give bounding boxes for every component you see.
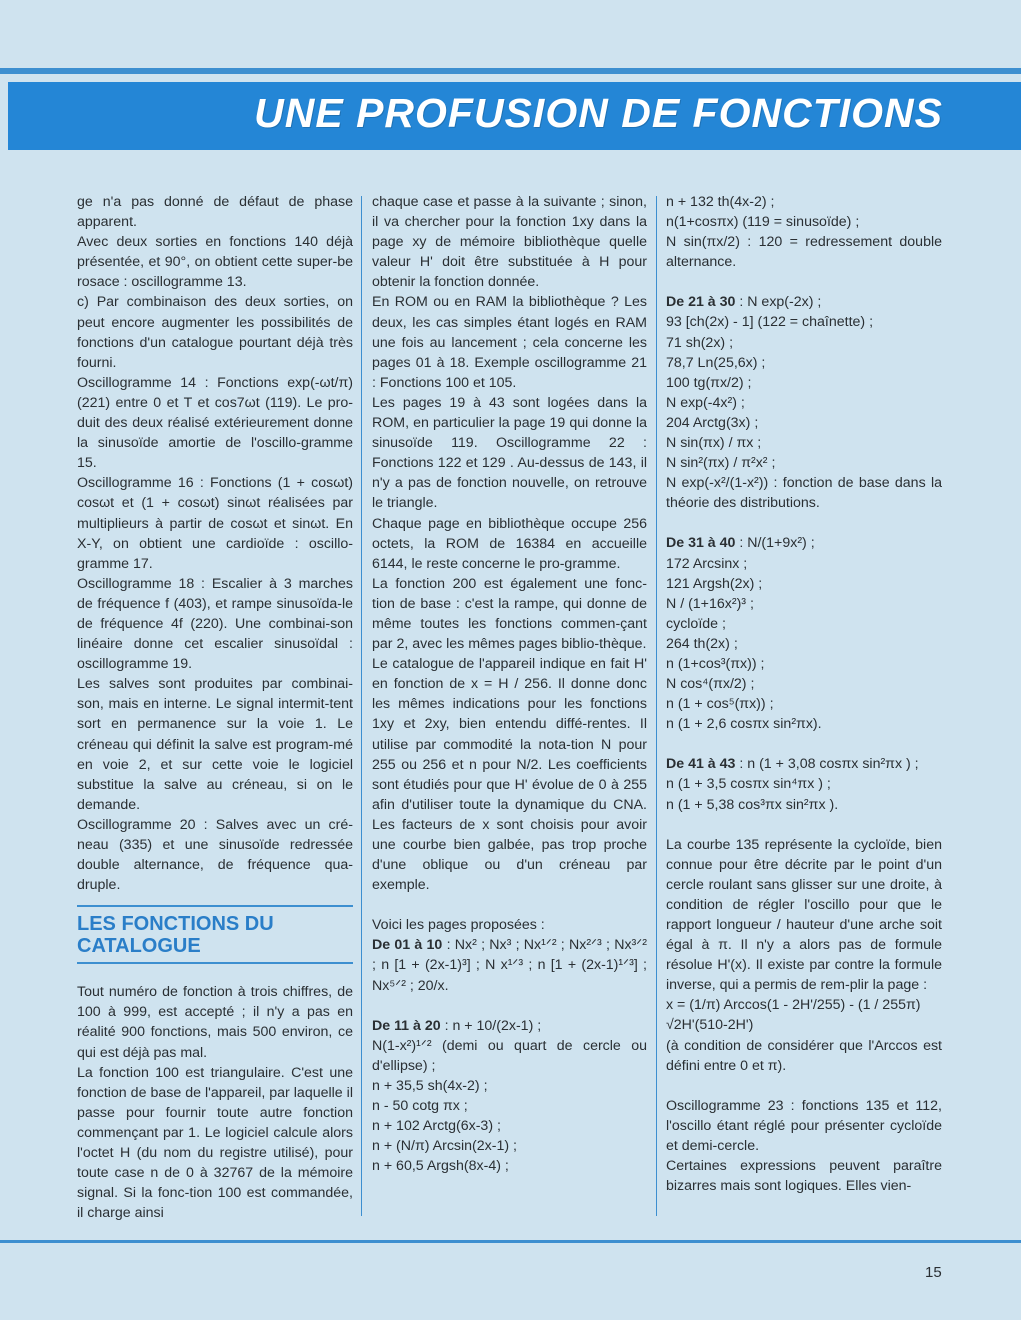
paragraph: Chaque page en bibliothèque occupe 256 octets, la ROM de 16384 en accueille 6144, le reste concerne le pro-gramme.	[372, 515, 647, 572]
function-line: n (1 + 5,38 cos³πx sin²πx ).	[666, 796, 839, 813]
function-line: n (1 + 3,5 cosπx sin⁴πx ) ;	[666, 776, 831, 793]
spacer	[666, 1076, 942, 1096]
function-list-text: : n (1 + 3,08 cosπx sin²πx ) ;	[735, 756, 919, 773]
function-line: 93 [ch(2x) - 1] (122 = chaînette) ;	[666, 314, 874, 331]
spacer	[666, 272, 942, 292]
formula: x = (1/π) Arccos(1 - 2H'/255) - (1 / 255π)	[666, 997, 921, 1014]
section-title-line: LES FONCTIONS DU	[77, 913, 274, 936]
section-title-line: CATALOGUE	[77, 935, 201, 958]
function-line: 204 Arctg(3x) ;	[666, 414, 759, 431]
function-list-text: : Nx² ; Nx³ ; Nx¹ᐟ² ; Nx²ᐟ³ ; Nx³ᐟ² ; n [1 + (2x-1)³] ; N x¹ᐟ³ ; n [1 + (2x-1)¹ᐟ³] ; Nx⁵ᐟ² ; 20/x.	[372, 937, 647, 994]
function-line: N(1-x²)¹ᐟ² (demi ou quart de cercle ou d'ellipse) ;	[372, 1037, 647, 1074]
spacer	[372, 996, 647, 1016]
function-line: 78,7 Ln(25,6x) ;	[666, 354, 766, 371]
page-title: UNE PROFUSION DE FONCTIONS	[254, 90, 943, 136]
page-number: 15	[925, 1264, 942, 1281]
function-line: N sin(πx) / πx ;	[666, 435, 762, 452]
function-line: N exp(-x²/(1-x²)) : fonction de base dans la théorie des distributions.	[666, 475, 942, 512]
paragraph: En ROM ou en RAM la bibliothèque ? Les deux, les cas simples étant logés en RAM une fois au lancement ; cela concerne les pages 01 à 18. Exemple oscillogramme 21 : Fonctions 100 et 105.	[372, 294, 647, 391]
function-list-entry	[372, 935, 647, 995]
function-list-entry	[372, 1016, 647, 1036]
function-line: n + 35,5 sh(4x-2) ;	[372, 1077, 488, 1094]
function-list-entry	[666, 292, 942, 312]
bottom-rule	[0, 1240, 1021, 1243]
paragraph: Voici les pages proposées :	[372, 917, 545, 934]
function-list-entry	[666, 533, 942, 553]
paragraph: Certaines expressions peuvent paraître bizarres mais sont logiques. Elles vien-	[666, 1158, 942, 1195]
paragraph: chaque case et passe à la suivante ; sinon, il va chercher pour la fonction 1xy dans la page xy de mémoire bibliothèque quelle valeur H' doit être substituée à H pour obtenir la fonction donnée.	[372, 194, 647, 291]
function-line: n (1+cos³(πx)) ;	[666, 655, 765, 672]
function-line: n + 102 Arctg(6x-3) ;	[372, 1118, 501, 1135]
function-line: n - 50 cotg πx ;	[372, 1098, 468, 1115]
function-line: n + 60,5 Argsh(8x-4) ;	[372, 1158, 509, 1175]
paragraph: Oscillogramme 14 : Fonctions exp(-ωt/π) (221) entre 0 et T et cos7ωt (119). Le pro-duit des deux réalisé extérieurement donne la sinusoïde amortie de l'oscillo-gramme 15.	[77, 374, 353, 472]
function-line: 264 th(2x) ;	[666, 635, 738, 652]
paragraph: Oscillogramme 16 : Fonctions (1 + cosωt) cosωt et (1 + cosωt) sinωt réalisées par multiplieurs à partir de cosωt et sinωt. En X-Y, on obtient une cardioïde : oscillo-gramme 17.	[77, 475, 353, 572]
paragraph: Le catalogue de l'appareil indique en fait H' en fonction de x = H / 256. Il donne donc les mêmes indications pour les fonctions 1xy et 2xy, bien entendu diffé-rentes. Il utilise par commodité la nota-tion N pour 255 ou 256 et n pour N/2. Les coefficients sont étudiés pour que H' évolue de 0 à 255 afin d'utiliser toute la dynamique du CNA. Les facteurs de x sont choisis pour avoir une courbe bien galbée, pas trop proche d'une oblique ou d'un créneau par exemple.	[372, 656, 647, 894]
top-rule	[0, 68, 1021, 74]
column-divider	[656, 196, 657, 1216]
section-heading	[77, 905, 353, 964]
paragraph: Les salves sont produites par combinai-son, mais en interne. Le signal intermit-tent sort en permanence sur la voie 1. Le créneau qui définit la salve est program-mé en voie 2, et sur cette voie le logiciel substitue la salve au créneau, si on le demande.	[77, 676, 353, 813]
range-label: De 01 à 10	[372, 937, 443, 954]
column-1	[77, 192, 353, 1223]
formula: √2H'(510-2H')	[666, 1017, 754, 1034]
paragraph: ge n'a pas donné de défaut de phase apparent.	[77, 194, 353, 231]
function-line: cycloïde ;	[666, 615, 726, 632]
paragraph: La fonction 100 est triangulaire. C'est une fonction de base de l'appareil, par laquelle il passe pour fournir toute autre fonction commençant par 1. Le logiciel calcule alors l'octet H (du nom du registre utilisé), pour toute case n de 0 à 32767 de la mémoire signal. Si la fonc-tion 100 est commandée, il charge ainsi	[77, 1064, 353, 1222]
column-divider	[361, 196, 362, 1216]
paragraph: Oscillogramme 23 : fonctions 135 et 112, l'oscillo étant réglé pour présenter cycloïde et demi-cercle.	[666, 1097, 942, 1154]
spacer	[666, 734, 942, 754]
function-list-text: : N/(1+9x²) ;	[735, 535, 815, 552]
function-line: N sin²(πx) / π²x² ;	[666, 455, 776, 472]
function-line: N cos⁴(πx/2) ;	[666, 676, 755, 693]
function-line: 100 tg(πx/2) ;	[666, 374, 752, 391]
function-line: n(1+cosπx) (119 = sinusoïde) ;	[666, 214, 860, 231]
paragraph: Oscillogramme 18 : Escalier à 3 marches de fréquence f (403), et rampe sinusoïda-le de fréquence 4f (220). Une combinai-son linéaire donne cet escalier sinusoïdal : oscillogramme 19.	[77, 575, 353, 673]
function-line: 121 Argsh(2x) ;	[666, 575, 763, 592]
function-line: N sin(πx/2) : 120 = redressement double alternance.	[666, 234, 942, 271]
function-line: 71 sh(2x) ;	[666, 334, 734, 351]
range-label: De 41 à 43	[666, 756, 736, 773]
function-line: N / (1+16x²)³ ;	[666, 595, 754, 612]
header-banner	[8, 82, 1021, 150]
function-line: n (1 + 2,6 cosπx sin²πx).	[666, 716, 822, 733]
function-line: n + (N/π) Arcsin(2x-1) ;	[372, 1138, 517, 1155]
range-label: De 21 à 30	[666, 294, 736, 311]
range-label: De 11 à 20	[372, 1017, 441, 1034]
column-3	[666, 192, 942, 1196]
function-list-text: : n + 10/(2x-1) ;	[440, 1017, 542, 1034]
paragraph: Oscillogramme 20 : Salves avec un cré-neau (335) et une sinusoïde redressée double alternance, de fréquence qua-druple.	[77, 816, 353, 894]
function-line: N exp(-4x²) ;	[666, 394, 745, 411]
function-line: 172 Arcsinx ;	[666, 555, 748, 572]
column-2	[372, 192, 647, 1176]
spacer	[666, 513, 942, 533]
paragraph: c) Par combinaison des deux sorties, on peut encore augmenter les possibilités de fonctions d'un catalogue pourtant déjà très fourni.	[77, 294, 353, 371]
paragraph: Avec deux sorties en fonctions 140 déjà présentée, et 90°, on obtient cette super-be rosace : oscillogramme 13.	[77, 234, 353, 291]
paragraph: (à condition de considérer que l'Arccos est défini entre 0 et π).	[666, 1037, 942, 1074]
spacer	[372, 895, 647, 915]
range-label: De 31 à 40	[666, 535, 736, 552]
function-line: n (1 + cos⁵(πx)) ;	[666, 696, 774, 713]
function-line: n + 132 th(4x-2) ;	[666, 194, 775, 210]
paragraph: Tout numéro de fonction à trois chiffres, de 100 à 999, est accepté ; il n'y a pas en réalité 900 fonctions, mais 500 environ, ce qui est déjà pas mal.	[77, 984, 353, 1061]
paragraph: La courbe 135 représente la cycloïde, bien connue pour être décrite par le point d'un cercle roulant sans glisser sur une droite, à condition de régler l'oscillo pour que le rapport longueur / hauteur d'une arche soit égal à π. Il n'y a alors pas de formule résolue H'(x). Il existe par contre la formule inverse, qui a permis de rem-plir la page :	[666, 836, 942, 994]
paragraph: La fonction 200 est également une fonc-tion de base : c'est la rampe, qui donne de même toutes les fonctions commen-çant par 2, avec les mêmes pages biblio-thèque.	[372, 575, 647, 653]
function-list-entry	[666, 754, 942, 774]
spacer	[666, 815, 942, 835]
paragraph: Les pages 19 à 43 sont logées dans la ROM, en particulier la page 19 qui donne la sinusoïde 119. Oscillogramme 22 : Fonctions 122 et 129 . Au-dessus de 143, il n'y a pas de fonction nouvelle, on retrouve le triangle.	[372, 394, 647, 512]
function-list-text: : N exp(-2x) ;	[735, 294, 822, 311]
